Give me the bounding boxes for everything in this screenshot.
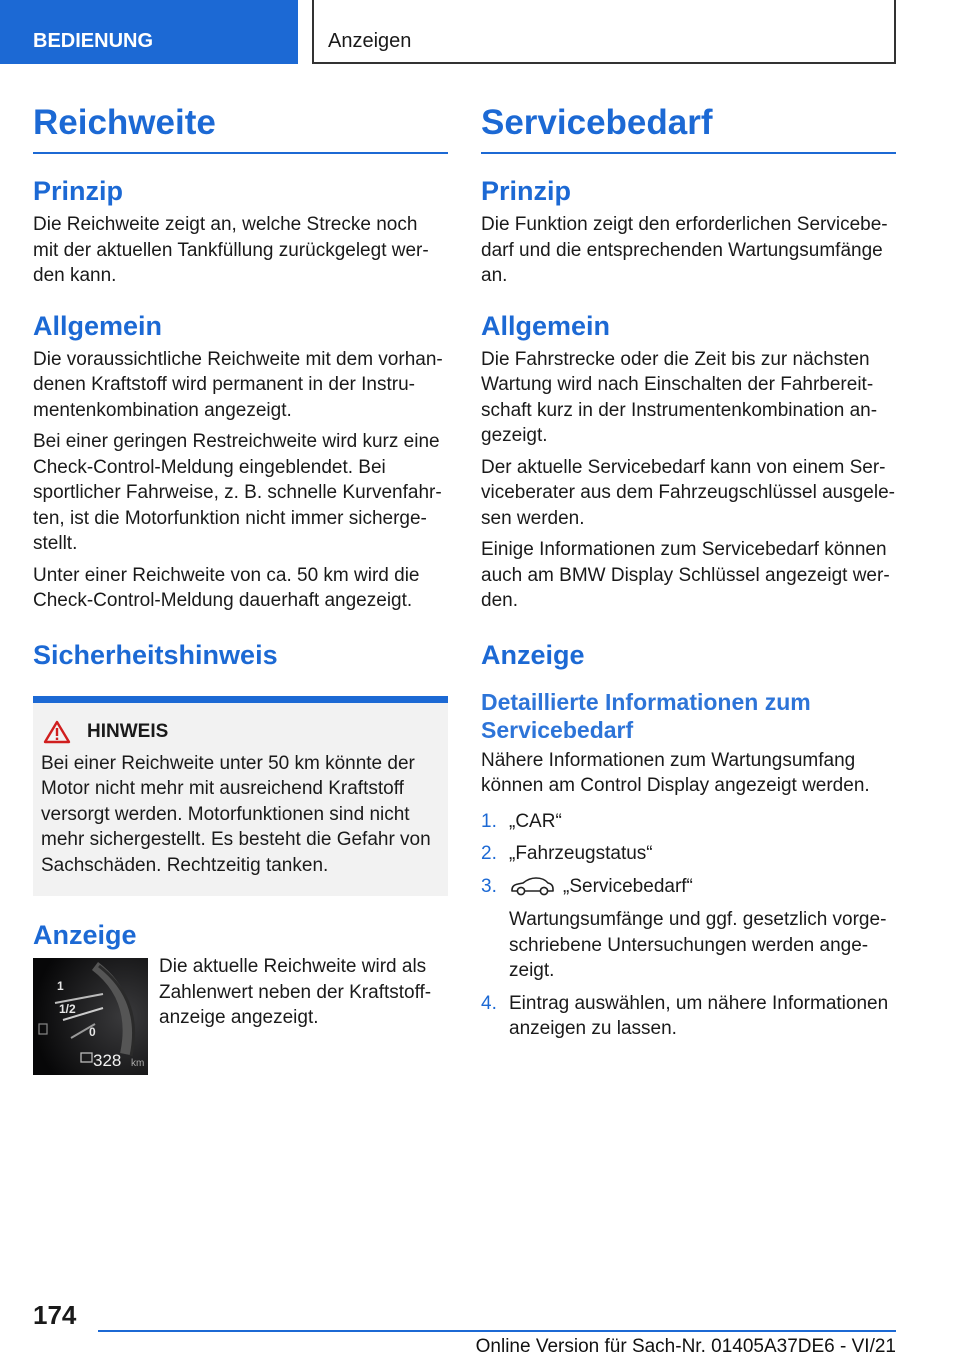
prinzip-heading-right: Prinzip [481,176,572,206]
anzeige-heading-left: Anzeige [33,920,137,950]
car-icon [509,875,555,897]
steps-list [481,809,896,1042]
gauge-mark-empty: 0 [89,1025,96,1039]
step-number: 4. [481,992,497,1014]
list-item [481,874,896,984]
step-text: „Fahrzeugstatus“ [509,843,653,864]
allgemein-right-paragraph-2: Der aktuelle Servicebedarf kann von einem Ser-viceberater aus dem Fahrzeugschlüssel ausgele-sen werden. [481,456,895,529]
reichweite-title: Reichweite [33,100,448,154]
detail-heading: Detaillierte Informationen zum Servicebedarf [481,688,811,743]
instrument-cluster-image [33,958,148,1075]
list-item [481,809,896,835]
notice-header [41,719,440,745]
page-number: 174 [33,1300,77,1330]
servicebedarf-title: Servicebedarf [481,100,896,154]
anzeige-row [33,958,448,1075]
step-text: Eintrag auswählen, um nähere Informationen anzeigen zu lassen. [509,992,889,1039]
allgemein-heading: Allgemein [33,310,163,341]
footer-divider [98,1330,896,1332]
range-value: 328 [93,1051,122,1070]
notice-label: HINWEIS [87,720,169,742]
prinzip-heading: Prinzip [33,176,124,206]
notice-box [33,696,448,897]
anzeige-heading-right: Anzeige [481,639,585,670]
allgemein-paragraph-3: Unter einer Reichweite von ca. 50 km wird die Check-Control-Meldung dauerhaft angezeigt. [33,564,420,611]
step-number: 1. [481,810,497,832]
section-tab: BEDIENUNG [0,0,298,64]
gauge-mark-full: 1 [57,979,64,993]
prinzip-text: Die Reichweite zeigt an, welche Strecke noch mit der aktuellen Tankfüllung zurückgelegt wer-den kann. [33,214,429,286]
footer-version-text: Online Version für Sach-Nr. 01405A37DE6 - VI/21 [475,1336,896,1357]
detail-text: Nähere Informationen zum Wartungsumfang können am Control Display angezeigt werden. [481,749,870,796]
sicherheitshinweis-heading: Sicherheitshinweis [33,639,278,670]
right-column [481,100,896,1042]
step-subtext: Wartungsumfänge und ggf. gesetzlich vorge-schriebene Untersuchungen werden ange-zeigt. [509,909,887,981]
left-column [33,100,448,1075]
fuel-gauge-graphic [33,958,148,1075]
chapter-title: Anzeigen [312,0,896,64]
allgemein-heading-right: Allgemein [481,310,611,341]
list-item [481,841,896,867]
notice-text: Bei einer Reichweite unter 50 km könnte der Motor nicht mehr mit ausreichend Kraftstoff versorgt werden. Motorfunktionen sind nicht mehr sichergestellt. Es besteht die Gefahr von Sachschäden. Rechtzeitig tanken. [41,752,431,876]
allgemein-paragraph-1: Die voraussichtliche Reichweite mit dem vorhan-denen Kraftstoff wird permanent in der Instru-mentenkombination angezeigt. [33,348,443,421]
step-number: 3. [481,875,497,897]
allgemein-right-paragraph-3: Einige Informationen zum Servicebedarf können auch am BMW Display Schlüssel angezeigt wer-den. [481,539,890,611]
warning-triangle-icon [43,720,71,744]
step-body [509,874,896,984]
step-text: „CAR“ [509,810,562,832]
range-unit: km [131,1058,145,1069]
step-text: „Servicebedarf“ [563,875,693,897]
allgemein-paragraph-2: Bei einer geringen Restreichweite wird kurz eine Check-Control-Meldung eingeblendet. Bei sportlicher Fahrweise, z. B. schnelle Kurvenfahr-ten, ist die Motorfunktion nicht immer sicherge-stellt. [33,431,442,554]
step-number: 2. [481,843,497,864]
anzeige-text-left: Die aktuelle Reichweite wird als Zahlenwert neben der Kraftstoff-anzeige angezeigt. [159,956,432,1028]
allgemein-right-paragraph-1: Die Fahrstrecke oder die Zeit bis zur nächsten Wartung wird nach Einschalten der Fahrbereit-schaft kurz in der Instrumentenkombination an-gezeigt. [481,348,878,446]
list-item [481,991,896,1042]
gauge-mark-half: 1/2 [59,1002,76,1016]
prinzip-text-right: Die Funktion zeigt den erforderlichen Servicebe-darf und die entsprechenden Wartungsumfänge an. [481,214,888,286]
